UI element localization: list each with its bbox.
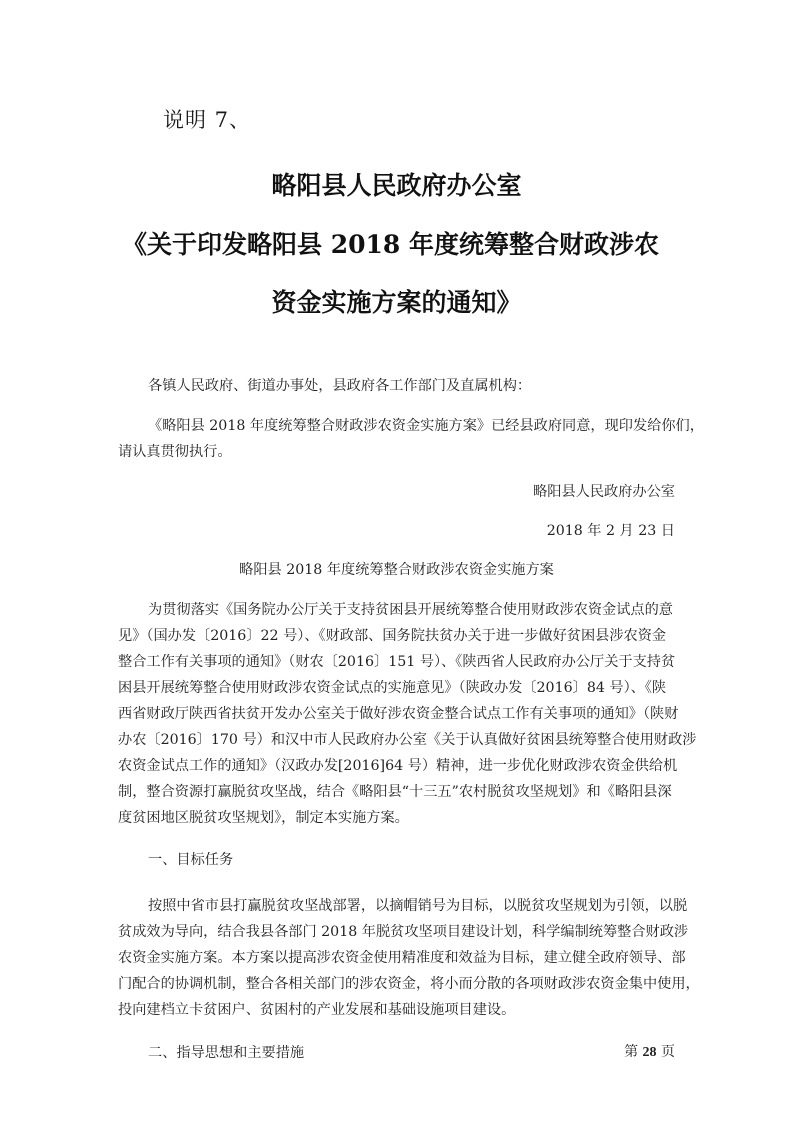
section-heading-goals: 一、目标任务: [148, 852, 234, 868]
page-suffix: 页: [661, 1044, 675, 1060]
document-title-line-3: 资金实施方案的通知》: [271, 288, 522, 317]
plan-intro-line: 制，整合资源打赢脱贫攻坚战，结合《略阳县“十三五”农村脱贫攻坚规划》和《略阳县深: [118, 784, 672, 800]
document-title-line-2: 《关于印发略阳县 2018 年度统筹整合财政涉农: [122, 230, 659, 259]
plan-intro-line: 整合工作有关事项的通知》（财农〔2016〕151 号）、《陕西省人民政府办公厅关于支持贫: [118, 654, 676, 670]
plan-intro-line: 困县开展统筹整合使用财政涉农资金试点的实施意见》（陕政办发〔2016〕84 号）、《陕: [118, 680, 667, 696]
issue-date: 2018 年 2 月 23 日: [546, 523, 675, 539]
plan-intro-line: 度贫困地区脱贫攻坚规划》，制定本实施方案。: [118, 810, 409, 826]
section-goals-line: 门配合的协调机制，整合各相关部门的涉农资金，将小而分散的各项财政涉农资金集中使用，: [118, 976, 700, 992]
section-goals-line: 农资金实施方案。本方案以提高涉农资金使用精准度和效益为目标，建立健全政府领导、部: [118, 950, 686, 966]
salutation: 各镇人民政府、街道办事处，县政府各工作部门及直属机构：: [148, 378, 532, 394]
section-goals-line: 投向建档立卡贫困户、贫困村的产业发展和基础设施项目建设。: [118, 1002, 516, 1018]
plan-intro-line: 农资金试点工作的通知》（汉政办发[2016]64 号）精神，进一步优化财政涉农资金供给机: [118, 758, 678, 774]
section-goals-line: 贫成效为导向，结合我县各部门 2018 年脱贫攻坚项目建设计划，科学编制统筹整合财政涉: [118, 924, 689, 940]
plan-title: 略阳县 2018 年度统筹整合财政涉农资金实施方案: [239, 562, 554, 578]
plan-intro-line: 见》（国办发〔2016〕22 号）、《财政部、国务院扶贫办关于进一步做好贫困县涉农资金: [118, 628, 667, 644]
page-footer: [624, 1041, 675, 1061]
plan-intro-line: 办农〔2016〕170 号）和汉中市人民政府办公室《关于认真做好贫困县统筹整合使用财政涉: [118, 732, 697, 748]
document-title-line-1: 略阳县人民政府办公室: [271, 171, 522, 200]
document-note-label: 说明 7、: [163, 108, 252, 132]
section-heading-guiding: 二、指导思想和主要措施: [148, 1045, 305, 1061]
plan-intro-line: 西省财政厅陕西省扶贫开发办公室关于做好涉农资金整合试点工作有关事项的通知》（陕财: [118, 706, 679, 722]
notice-body-line: 《略阳县 2018 年度统筹整合财政涉农资金实施方案》已经县政府同意，现印发给你们，: [148, 418, 704, 434]
issuer: 略阳县人民政府办公室: [533, 484, 675, 500]
plan-intro-line: 为贯彻落实《国务院办公厅关于支持贫困县开展统筹整合使用财政涉农资金试点的意: [148, 602, 673, 618]
page-number: 28: [642, 1045, 657, 1060]
notice-body-line: 请认真贯彻执行。: [118, 444, 232, 460]
section-goals-line: 按照中省市县打赢脱贫攻坚战部署，以摘帽销号为目标，以脱贫攻坚规划为引领，以脱: [148, 898, 688, 914]
page-prefix: 第: [624, 1044, 639, 1060]
